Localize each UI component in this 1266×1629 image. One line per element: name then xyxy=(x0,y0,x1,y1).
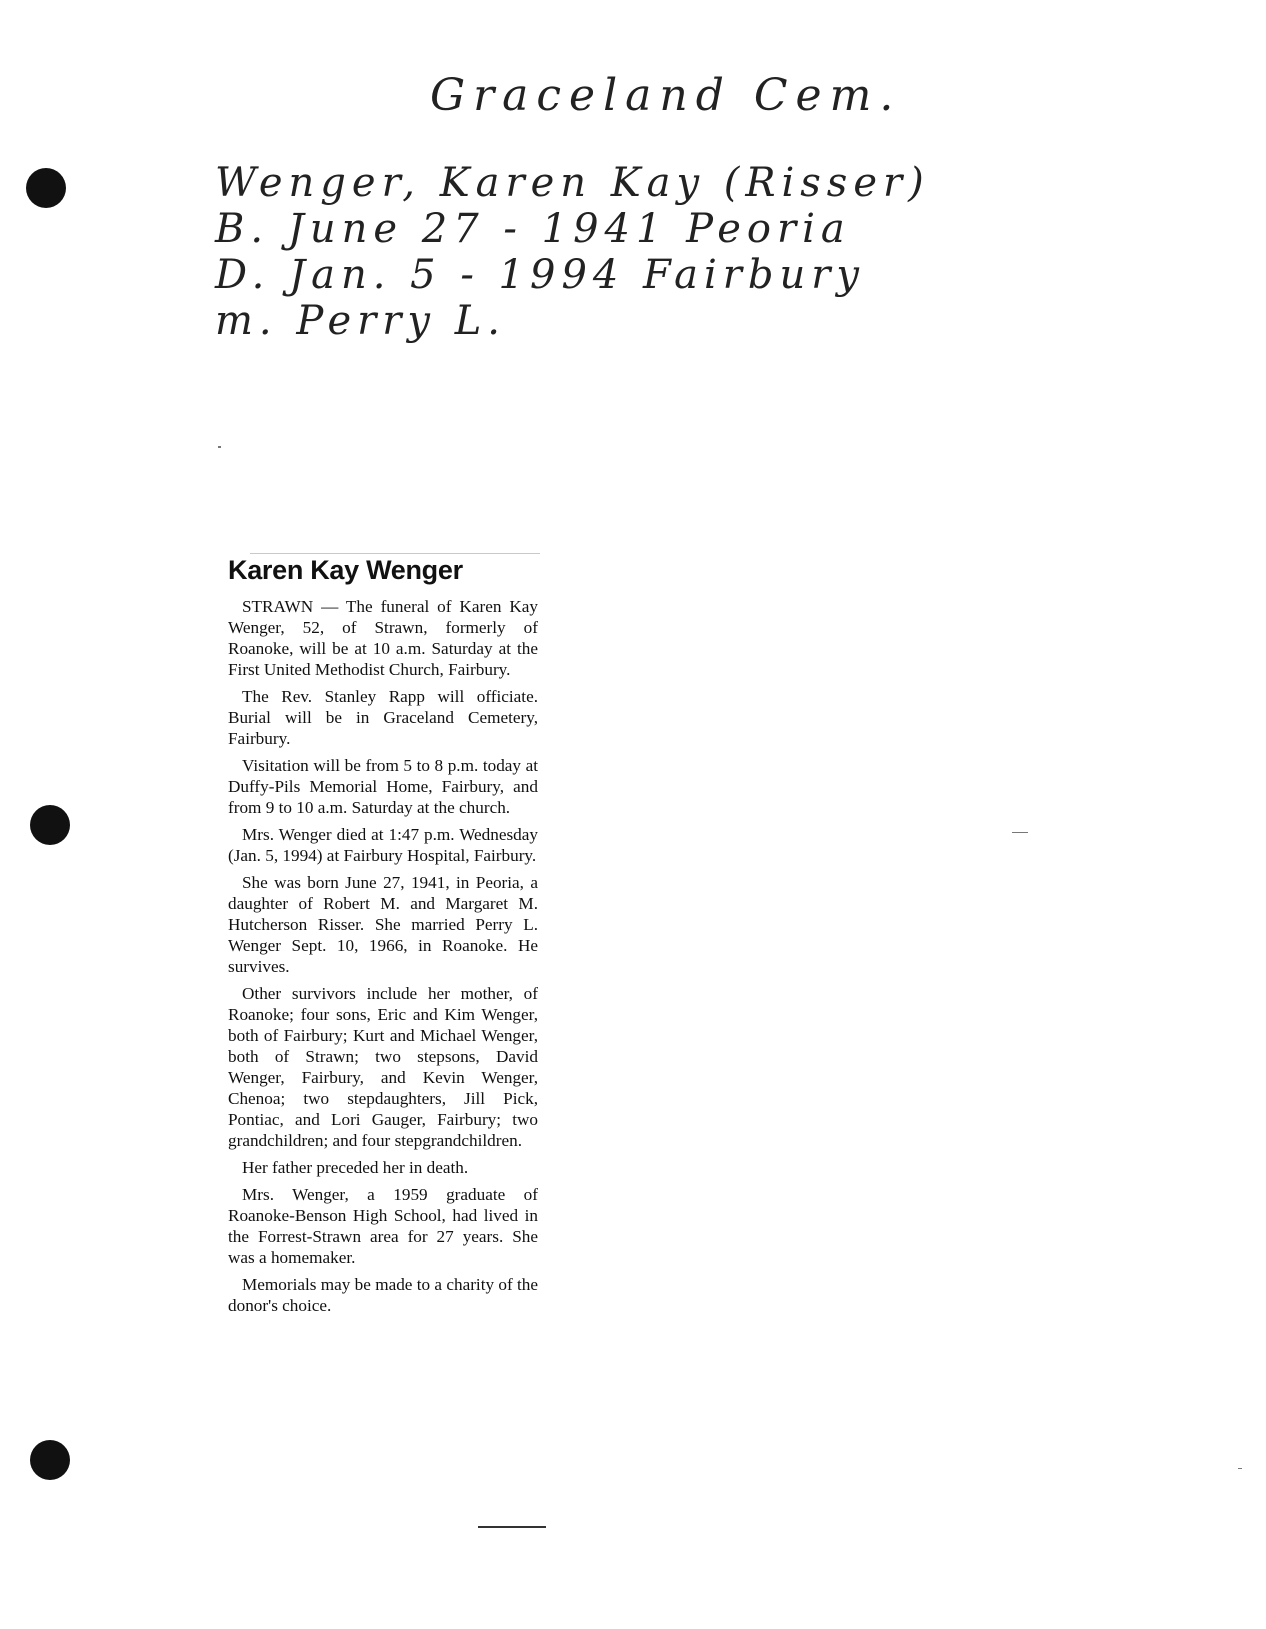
binder-hole-top xyxy=(26,168,66,208)
scan-speck xyxy=(1012,832,1028,833)
clipping-top-edge xyxy=(250,553,540,554)
binder-hole-bottom xyxy=(30,1440,70,1480)
obituary-paragraph: Memorials may be made to a charity of the donor's choice. xyxy=(228,1275,538,1315)
scan-speck xyxy=(218,446,221,448)
handwritten-birth-line: B. June 27 - 1941 Peoria xyxy=(215,206,851,252)
obituary-paragraph: Mrs. Wenger, a 1959 graduate of Roanoke-Benson High School, had lived in the Forrest-Strawn area for 27 years. She was a homemaker. xyxy=(228,1185,538,1267)
clipping-bottom-rule xyxy=(478,1526,546,1528)
obituary-paragraph: She was born June 27, 1941, in Peoria, a daughter of Robert M. and Margaret M. Hutcherson Risser. She married Perry L. Wenger Sept. 10, 1966, in Roanoke. He survives. xyxy=(228,873,538,976)
obituary-paragraph: Visitation will be from 5 to 8 p.m. today at Duffy-Pils Memorial Home, Fairbury, and from 9 to 10 a.m. Saturday at the church. xyxy=(228,756,538,817)
obituary-paragraph: Other survivors include her mother, of Roanoke; four sons, Eric and Kim Wenger, both of Fairbury; Kurt and Michael Wenger, both of Strawn; two stepsons, David Wenger, Fairbury, and Kevin Wenger, Chenoa; two stepdaughters, Jill Pick, Pontiac, and Lori Gauger, Fairbury; two grandchildren; and four stepgrandchildren. xyxy=(228,984,538,1150)
obituary-paragraph: Her father preceded her in death. xyxy=(242,1158,469,1177)
scan-speck xyxy=(1238,1468,1242,1469)
handwritten-spouse-line: m. Perry L. xyxy=(215,298,506,344)
handwritten-name-line: Wenger, Karen Kay (Risser) xyxy=(215,160,930,206)
obituary-paragraph: STRAWN — The funeral of Karen Kay Wenger, 52, of Strawn, formerly of Roanoke, will be at 10 a.m. Saturday at the First United Methodist Church, Fairbury. xyxy=(228,597,538,679)
handwritten-cemetery-note: Graceland Cem. xyxy=(430,70,902,121)
obituary-paragraph: Mrs. Wenger died at 1:47 p.m. Wednesday (Jan. 5, 1994) at Fairbury Hospital, Fairbury. xyxy=(228,825,538,865)
binder-hole-middle xyxy=(30,805,70,845)
obituary-clipping xyxy=(228,555,538,1322)
handwritten-death-line: D. Jan. 5 - 1994 Fairbury xyxy=(215,252,865,298)
obituary-headline: Karen Kay Wenger xyxy=(228,555,463,585)
obituary-paragraph: The Rev. Stanley Rapp will officiate. Burial will be in Graceland Cemetery, Fairbury. xyxy=(228,687,538,748)
